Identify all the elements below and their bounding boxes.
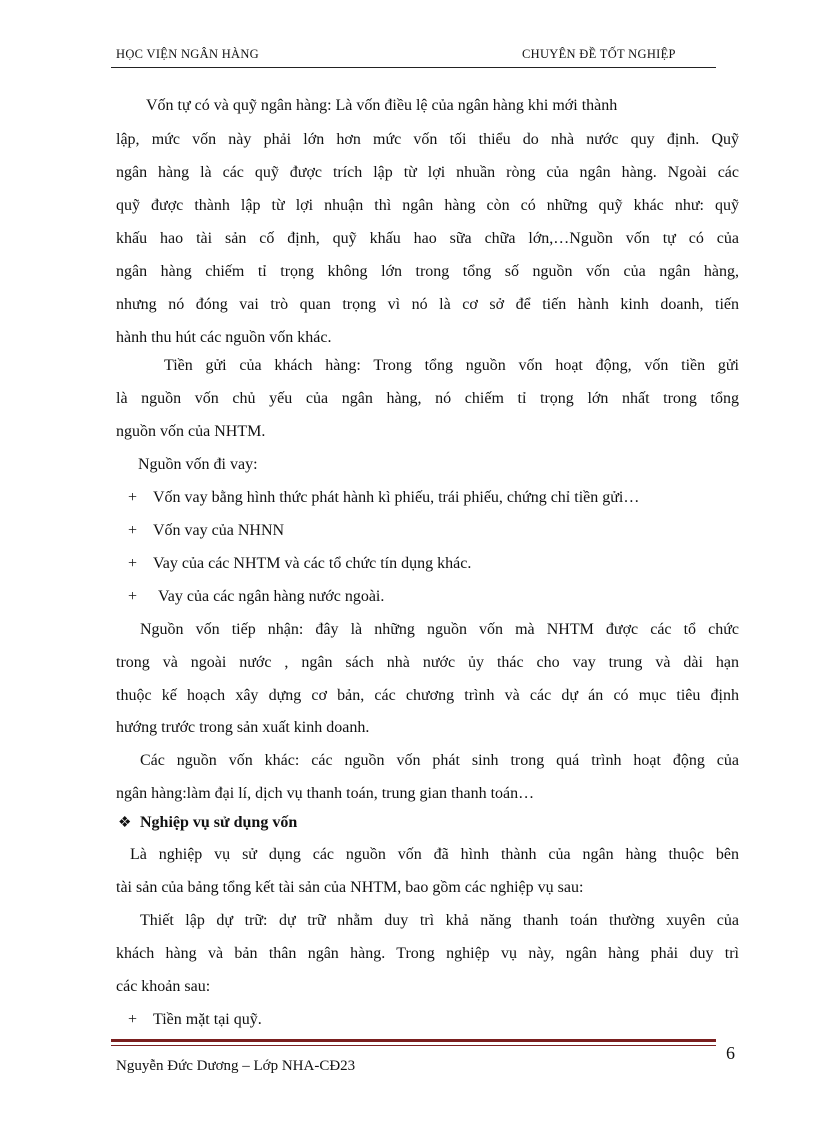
header-institution: HỌC VIỆN NGÂN HÀNG: [116, 47, 260, 61]
p5-line-1: Các nguồn vốn khác: các nguồn vốn phát sinh trong quá trình hoạt động của: [140, 752, 739, 769]
p1-line-3: ngân hàng là các quỹ được trích lập từ lợi nhuần ròng của ngân hàng. Ngoài các: [116, 164, 739, 181]
p4-line-1: Nguồn vốn tiếp nhận: đây là những nguồn vốn mà NHTM được các tổ chức: [140, 621, 739, 638]
bullet-marker: +: [128, 555, 138, 572]
p1-line-6: ngân hàng chiếm tỉ trọng không lớn trong tổng số nguồn vốn của ngân hàng,: [116, 263, 739, 280]
footer-rule-thin: [111, 1045, 716, 1046]
p2-line-1: Tiền gửi của khách hàng: Trong tổng nguồn vốn hoạt động, vốn tiền gửi: [164, 357, 739, 374]
p7-line-3: các khoản sau:: [116, 978, 211, 995]
borrow-bullet-2: Vốn vay của NHNN: [153, 522, 285, 539]
p3-line: Nguồn vốn đi vay:: [138, 456, 258, 473]
page-number: 6: [726, 1043, 735, 1063]
bullet-marker: +: [128, 489, 138, 506]
borrow-bullet-1: Vốn vay bằng hình thức phát hành kì phiếu, trái phiếu, chứng chỉ tiền gửi…: [153, 489, 640, 506]
p1-line-1: Vốn tự có và quỹ ngân hàng: Là vốn điều lệ của ngân hàng khi mới thành: [146, 97, 618, 114]
p1-line-7: nhưng nó đóng vai trò quan trọng vì nó là cơ sở để tiến hành kinh doanh, tiến: [116, 296, 739, 313]
borrow-bullet-3: Vay của các NHTM và các tổ chức tín dụng khác.: [153, 555, 472, 572]
p6-line-2: tài sản của bảng tổng kết tài sản của NHTM, bao gồm các nghiệp vụ sau:: [116, 879, 584, 896]
footer-author: Nguyễn Đức Dương – Lớp NHA-CĐ23: [116, 1058, 356, 1074]
bullet-marker: +: [128, 522, 138, 539]
p1-line-8: hành thu hút các nguồn vốn khác.: [116, 329, 332, 346]
p4-line-4: hướng trước trong sản xuất kinh doanh.: [116, 719, 370, 736]
p7-line-1: Thiết lập dự trữ: dự trữ nhằm duy trì khả năng thanh toán thường xuyên của: [140, 912, 739, 929]
p1-line-5: khấu hao tài sản cố định, quỹ khấu hao sữa chữa lớn,…Nguồn vốn tự có của: [116, 230, 739, 247]
p1-line-4: quỹ được thành lập từ lợi nhuận thì ngân hàng còn có những quỹ khác như: quỹ: [116, 197, 739, 214]
bullet-marker: +: [128, 588, 138, 605]
header-rule: [111, 67, 716, 68]
p4-line-3: thuộc kế hoạch xây dựng cơ bản, các chương trình và các dự án có mục tiêu định: [116, 687, 739, 704]
diamond-bullet-icon: ❖: [118, 815, 132, 831]
section-heading: Nghiệp vụ sử dụng vốn: [140, 814, 298, 831]
p1-line-2: lập, mức vốn này phải lớn hơn mức vốn tối thiểu do nhà nước quy định. Quỹ: [116, 131, 739, 148]
p2-line-2: là nguồn vốn chủ yếu của ngân hàng, nó chiếm tỉ trọng lớn nhất trong tổng: [116, 390, 739, 407]
borrow-bullet-4: Vay của các ngân hàng nước ngoài.: [158, 588, 385, 605]
footer-rule-thick: [111, 1039, 716, 1042]
p4-line-2: trong và ngoài nước , ngân sách nhà nước ủy thác cho vay trung và dài hạn: [116, 654, 739, 671]
last-bullet-1: Tiền mặt tại quỹ.: [153, 1011, 262, 1028]
bullet-marker: +: [128, 1011, 138, 1028]
p7-line-2: khách hàng và bản thân ngân hàng. Trong nghiệp vụ này, ngân hàng phải duy trì: [116, 945, 739, 962]
p6-line-1: Là nghiệp vụ sử dụng các nguồn vốn đã hình thành của ngân hàng thuộc bên: [130, 846, 739, 863]
p5-line-2: ngân hàng:làm đại lí, dịch vụ thanh toán, trung gian thanh toán…: [116, 785, 535, 802]
header-document-type: CHUYÊN ĐỀ TỐT NGHIỆP: [522, 47, 676, 61]
p2-line-3: nguồn vốn của NHTM.: [116, 423, 266, 440]
